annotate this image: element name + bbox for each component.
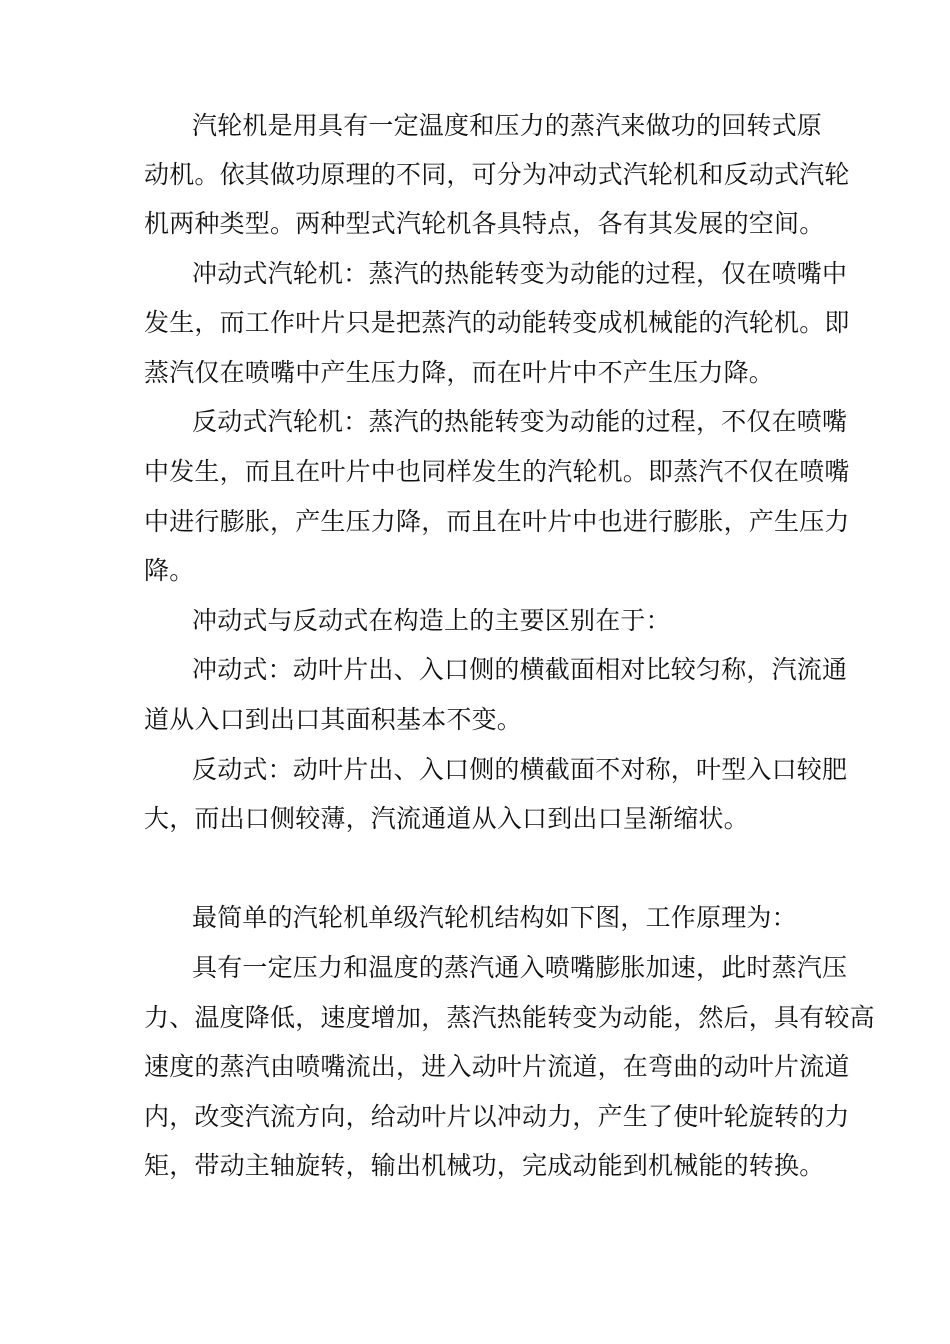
paragraph-line: 道从入口到出口其面积基本不变。 <box>144 705 523 734</box>
paragraph-line: 速度的蒸汽由喷嘴流出，进入动叶片流道，在弯曲的动叶片流道 <box>144 1052 850 1081</box>
paragraph-line: 降。 <box>144 556 195 585</box>
paragraph-line: 大，而出口侧较薄，汽流通道从入口到出口呈渐缩状。 <box>144 804 749 833</box>
paragraph-line: 冲动式与反动式在构造上的主要区别在于： <box>192 606 671 635</box>
paragraph-line: 中进行膨胀，产生压力降，而且在叶片中也进行膨胀，产生压力 <box>144 507 850 536</box>
paragraph-line: 反动式：动叶片出、入口侧的横截面不对称，叶型入口较肥 <box>192 755 848 784</box>
paragraph-line: 发生，而工作叶片只是把蒸汽的动能转变成机械能的汽轮机。即 <box>144 308 850 337</box>
paragraph-line: 蒸汽仅在喷嘴中产生压力降，而在叶片中不产生压力降。 <box>144 358 775 387</box>
paragraph-line: 机两种类型。两种型式汽轮机各具特点，各有其发展的空间。 <box>144 209 825 238</box>
paragraph-line: 反动式汽轮机：蒸汽的热能转变为动能的过程，不仅在喷嘴 <box>192 407 848 436</box>
paragraph-line: 矩，带动主轴旋转，输出机械功，完成动能到机械能的转换。 <box>144 1151 825 1180</box>
paragraph-line: 冲动式汽轮机：蒸汽的热能转变为动能的过程，仅在喷嘴中 <box>192 259 848 288</box>
paragraph-line: 内，改变汽流方向，给动叶片以冲动力，产生了使叶轮旋转的力 <box>144 1102 850 1131</box>
paragraph-line: 冲动式：动叶片出、入口侧的横截面相对比较匀称，汽流通 <box>192 655 848 684</box>
paragraph-line: 最简单的汽轮机单级汽轮机结构如下图，工作原理为： <box>192 903 797 932</box>
paragraph-line: 中发生，而且在叶片中也同样发生的汽轮机。即蒸汽不仅在喷嘴 <box>144 457 850 486</box>
paragraph-line: 汽轮机是用具有一定温度和压力的蒸汽来做功的回转式原 <box>192 111 823 140</box>
paragraph-line: 力、温度降低，速度增加，蒸汽热能转变为动能，然后，具有较高 <box>144 1003 875 1032</box>
paragraph-line: 具有一定压力和温度的蒸汽通入喷嘴膨胀加速，此时蒸汽压 <box>192 953 848 982</box>
paragraph-line: 动机。依其做功原理的不同，可分为冲动式汽轮机和反动式汽轮 <box>144 160 850 189</box>
